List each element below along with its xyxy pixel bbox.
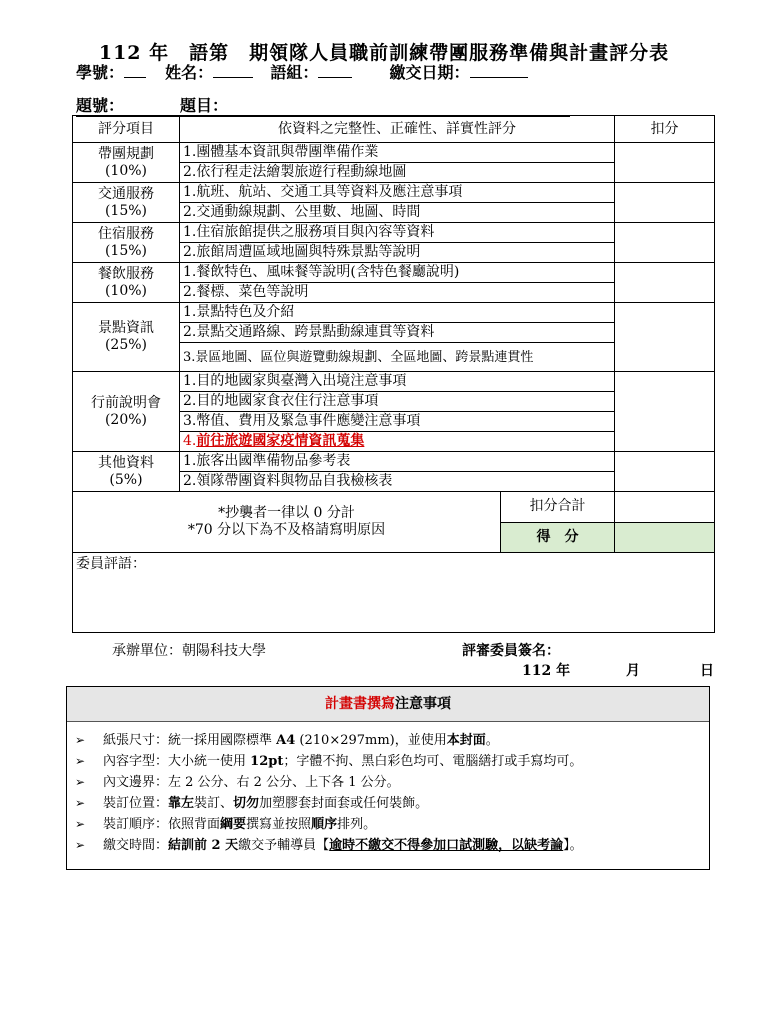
arrow-bullet-icon: ➢: [75, 775, 86, 789]
score-table: [72, 115, 715, 633]
notice-box: [66, 686, 710, 870]
rule-text: 綱要: [220, 817, 247, 832]
arrow-bullet-icon: ➢: [75, 817, 86, 831]
deduct-cell[interactable]: [615, 223, 715, 263]
name-blank: [213, 62, 253, 78]
rule-label: 繳交時間：: [103, 838, 169, 853]
table-row: [73, 223, 715, 243]
deduct-cell[interactable]: [615, 143, 715, 183]
submit-date-label: 繳交日期：: [389, 63, 470, 82]
notice-rule: [75, 772, 709, 793]
comments-cell[interactable]: [73, 553, 715, 633]
criteria-item: 1.住宿旅館提供之服務項目與內容等資料: [180, 223, 615, 243]
category-percent: (25%): [104, 337, 148, 353]
col-item-header: 評分項目: [73, 116, 180, 143]
criteria-item: 3.幣值、費用及緊急事件應變注意事項: [180, 412, 615, 432]
col-criteria-header: 依資料之完整性、正確性、詳實性評分: [180, 116, 615, 143]
rule-text: 繳交予輔導員【: [238, 838, 330, 853]
deduct-cell[interactable]: [615, 452, 715, 492]
rule-text: 結訓前 2 天: [168, 838, 239, 853]
rule-label: 內文邊界：: [103, 775, 169, 790]
rule-text: 切勿: [233, 796, 260, 811]
sign-day: 日: [700, 663, 714, 679]
notice-rule: [75, 835, 709, 856]
rule-text: ；字體不拘、黑白彩色均可、電腦繕打或手寫均可。: [283, 754, 583, 769]
category-cell: [73, 263, 180, 303]
rule-label: 裝訂位置：: [103, 796, 169, 811]
sign-month: 月: [626, 663, 640, 679]
arrow-bullet-icon: ➢: [75, 733, 86, 747]
group-label: 語組：: [270, 63, 319, 82]
arrow-bullet-icon: ➢: [75, 754, 86, 768]
question-no-label: 題號：: [76, 96, 125, 115]
criteria-item: 2.目的地國家食衣住行注意事項: [180, 392, 615, 412]
rule-text: 依照背面: [168, 817, 221, 832]
deduct-cell[interactable]: [615, 263, 715, 303]
criteria-item: 1.景點特色及介紹: [180, 303, 615, 323]
notice-rule: [75, 751, 709, 772]
score-label: 得 分: [501, 522, 615, 553]
score-value[interactable]: [615, 522, 715, 553]
red-item-prefix: 4.: [183, 433, 197, 449]
rule-label: 紙張尺寸：: [103, 733, 169, 748]
category-percent: (15%): [104, 242, 148, 259]
category-percent: (10%): [104, 282, 148, 299]
rule-text: 靠左: [168, 796, 195, 811]
deduct-total-label: 扣分合計: [501, 492, 615, 523]
name-label: 姓名：: [165, 63, 214, 82]
notice-rule: [75, 814, 709, 835]
category-cell: [73, 183, 180, 223]
notice-title: [67, 687, 709, 722]
rule-text: 本封面: [446, 733, 486, 748]
category-percent: (20%): [104, 411, 148, 428]
category-name: 帶團規劃: [98, 145, 154, 162]
rule-label: 內容字型：: [103, 754, 169, 769]
criteria-item: 2.領隊帶團資料與物品自我檢核表: [180, 472, 615, 492]
rule-text: 左 2 公分、右 2 公分、上下各 1 公分。: [168, 775, 400, 790]
notice-rule: [75, 793, 709, 814]
judge-sign-label: 評審委員簽名：: [462, 643, 560, 659]
student-id-label: 學號：: [76, 63, 125, 82]
fail-note: *70 分以下為不及格請寫明原因: [187, 522, 386, 538]
criteria-item: 1.目的地國家與臺灣入出境注意事項: [180, 372, 615, 392]
rule-label: 裝訂順序：: [103, 817, 169, 832]
criteria-item: 2.交通動線規劃、公里數、地圖、時間: [180, 203, 615, 223]
category-percent: (5%): [109, 471, 143, 488]
category-cell: [73, 303, 180, 372]
category-percent: (15%): [104, 202, 148, 219]
notice-title-red: 計畫書撰寫: [325, 696, 395, 712]
question-line: [76, 93, 570, 117]
criteria-item: 1.航班、航站、交通工具等資料及應注意事項: [180, 183, 615, 203]
category-name: 行前說明會: [91, 394, 161, 411]
rule-text: A4: [276, 733, 296, 748]
table-row: [73, 452, 715, 472]
rule-text: 】。: [563, 838, 583, 853]
organizer: 承辦單位：朝陽科技大學: [112, 643, 266, 659]
category-name: 餐飲服務: [98, 265, 154, 282]
rule-text: 大小統一使用: [168, 754, 251, 769]
table-row: [73, 372, 715, 392]
rule-text: 。: [485, 733, 499, 748]
form-title: 112 年 語第 期領隊人員職前訓練帶團服務準備與計畫評分表: [98, 42, 670, 64]
category-name: 其他資料: [98, 454, 154, 471]
rule-text: 逾時不繳交不得參加口試測驗，以缺考論: [329, 838, 564, 853]
category-cell: [73, 223, 180, 263]
category-cell: [73, 143, 180, 183]
submit-date-blank: [470, 62, 528, 78]
score-rows: [73, 143, 715, 492]
criteria-item: 2.旅館周遭區域地圖與特殊景點等說明: [180, 243, 615, 263]
table-row: [73, 183, 715, 203]
table-row: [73, 263, 715, 283]
question-title-label: 題目：: [180, 96, 229, 115]
criteria-item: 3.景區地圖、區位與遊覽動線規劃、全區地圖、跨景點連貫性: [180, 343, 615, 372]
criteria-item: [180, 432, 615, 452]
criteria-item: 1.旅客出國準備物品參考表: [180, 452, 615, 472]
rule-text: 加塑膠套封面套或任何裝飾。: [259, 796, 429, 811]
plagiarism-note: *抄襲者一律以 0 分計: [218, 505, 355, 521]
criteria-item: 2.餐標、菜色等說明: [180, 283, 615, 303]
rule-text: 12pt: [250, 754, 284, 769]
criteria-item: 1.團體基本資訊與帶團準備作業: [180, 143, 615, 163]
notice-title-rest: 注意事項: [395, 696, 451, 712]
group-blank: [318, 62, 352, 78]
notes-cell: [73, 492, 501, 553]
deduct-cell[interactable]: [615, 183, 715, 223]
rule-text: 統一採用國際標準: [168, 733, 277, 748]
category-name: 景點資訊: [98, 320, 154, 336]
student-id-blank: [124, 62, 146, 78]
red-item-text: 前往旅遊國家疫情資訊蒐集: [196, 433, 365, 449]
rule-text: 撰寫並按照: [246, 817, 312, 832]
table-row: [73, 143, 715, 163]
notice-rule: [75, 730, 709, 751]
criteria-item: 1.餐飲特色、風味餐等說明(含特色餐廳說明): [180, 263, 615, 283]
category-cell: [73, 372, 180, 452]
deduct-cell[interactable]: [615, 372, 715, 452]
deduct-total-value[interactable]: [615, 492, 715, 523]
table-row: [73, 303, 715, 323]
rule-text: 順序: [311, 817, 338, 832]
category-percent: (10%): [104, 162, 148, 179]
category-name: 住宿服務: [98, 225, 154, 242]
rule-text: (210×297mm)，並使用: [295, 733, 447, 748]
rule-text: 裝訂、: [194, 796, 234, 811]
arrow-bullet-icon: ➢: [75, 838, 86, 852]
criteria-item: 2.依行程走法繪製旅遊行程動線地圖: [180, 163, 615, 183]
rule-text: 排列。: [337, 817, 377, 832]
col-deduct-header: 扣分: [615, 116, 715, 143]
comments-label: 委員評語：: [76, 556, 146, 572]
deduct-cell[interactable]: [615, 303, 715, 372]
sign-year: 112 年: [522, 663, 571, 679]
arrow-bullet-icon: ➢: [75, 796, 86, 810]
criteria-item: 2.景點交通路線、跨景點動線連貫等資料: [180, 323, 615, 343]
notice-rules: [67, 722, 709, 856]
category-name: 交通服務: [98, 185, 154, 202]
student-info-line: [76, 60, 528, 83]
category-cell: [73, 452, 180, 492]
